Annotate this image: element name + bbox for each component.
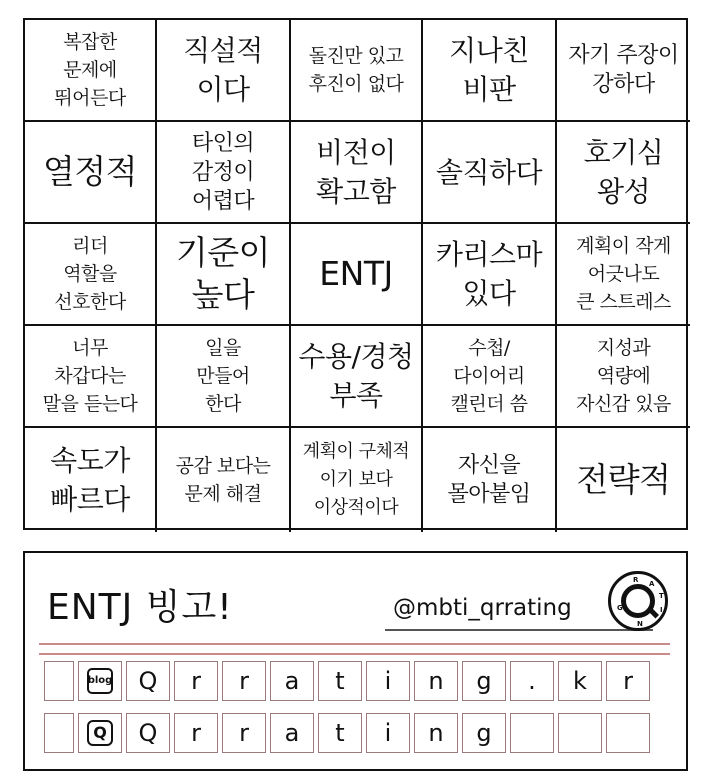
bingo-cell (157, 20, 291, 122)
logo-letter: A (649, 580, 655, 588)
bingo-cell (25, 428, 157, 532)
letter-box: g (462, 661, 506, 701)
blog-url-row (44, 661, 654, 701)
bingo-cell-text: 지나친 비판 (449, 34, 529, 106)
letter-box (78, 713, 122, 753)
bingo-cell (557, 20, 690, 122)
bingo-cell-text: 호기심 왕성 (583, 136, 664, 208)
rule-line (39, 653, 670, 655)
logo-letter: G (617, 604, 623, 612)
letter-box: r (222, 713, 266, 753)
letter-box: i (366, 661, 410, 701)
letter-box: r (174, 661, 218, 701)
bingo-title: ENTJ 빙고! (47, 587, 233, 628)
letter-box: r (606, 661, 650, 701)
letter-box (510, 713, 554, 753)
letter-box: r (174, 713, 218, 753)
bingo-cell-text: 열정적 (42, 152, 138, 191)
logo-letter: T (659, 592, 664, 600)
bingo-cell (291, 122, 423, 224)
bingo-cell (423, 428, 557, 532)
insta-id-row (44, 713, 654, 753)
letter-box: Q (126, 661, 170, 701)
bingo-cell (291, 20, 423, 122)
letter-box: k (558, 661, 602, 701)
bingo-cell-text: 기준이 높다 (175, 233, 271, 314)
bingo-cell (291, 224, 423, 326)
qrrating-q-icon: Q (87, 720, 113, 746)
logo-q-tail (647, 606, 659, 618)
bingo-cell (423, 122, 557, 224)
bingo-cell-text: 타인의 감정이 어렵다 (191, 130, 255, 214)
letter-box: n (414, 713, 458, 753)
bingo-cell (25, 20, 157, 122)
bingo-cell-text: 자신을 몰아붙임 (447, 453, 531, 507)
bingo-cell-text: 직설적 이다 (183, 34, 263, 106)
logo-letter: R (633, 576, 639, 584)
rule-line (39, 643, 670, 645)
bingo-grid (23, 18, 688, 530)
bingo-cell-text: 속도가 빠르다 (50, 444, 130, 516)
bingo-cell (25, 326, 157, 428)
letter-box: a (270, 661, 314, 701)
letter-box (606, 713, 650, 753)
bingo-cell (291, 428, 423, 532)
bingo-cell-text: 전략적 (576, 460, 671, 499)
bingo-cell (157, 224, 291, 326)
letter-box (558, 713, 602, 753)
bingo-cell-text: 리더 역할을 선호한다 (54, 235, 126, 313)
handle-underline (385, 629, 653, 631)
bingo-cell-text: 너무 차갑다는 말을 듣는다 (42, 337, 138, 415)
letter-box: g (462, 713, 506, 753)
bingo-cell (557, 224, 690, 326)
bingo-cell-text: 계획이 작게 어긋나도 큰 스트레스 (576, 235, 671, 313)
logo-letter: N (637, 620, 643, 628)
letter-box: r (222, 661, 266, 701)
bingo-cell (423, 224, 557, 326)
bingo-cell-text: 복잡한 문제에 뛰어든다 (54, 31, 126, 109)
letter-box: i (366, 713, 410, 753)
letter-box: . (510, 661, 554, 701)
bingo-footer-card (23, 551, 688, 771)
bingo-cell (423, 326, 557, 428)
blog-icon: blog (87, 668, 113, 694)
bingo-cell-text: 수용/경청 부족 (298, 340, 414, 412)
instagram-handle: @mbti_qrrating (393, 595, 572, 621)
bingo-cell-text: ENTJ (319, 254, 393, 293)
bingo-cell (25, 224, 157, 326)
bingo-cell (157, 428, 291, 532)
bingo-cell (157, 326, 291, 428)
letter-box: a (270, 713, 314, 753)
bingo-cell (557, 326, 690, 428)
bingo-cell (291, 326, 423, 428)
bingo-cell-text: 카리스마 있다 (435, 238, 543, 310)
letter-box (44, 713, 74, 753)
bingo-cell (25, 122, 157, 224)
qrrating-logo-icon (608, 571, 668, 631)
logo-letter: I (660, 606, 663, 614)
bingo-cell-text: 수첩/ 다이어리 캘린더 씀 (450, 337, 528, 415)
bingo-cell (557, 122, 690, 224)
bingo-cell-text: 비전이 확고함 (316, 136, 396, 208)
bingo-cell (423, 20, 557, 122)
bingo-cell-text: 지성과 역량에 자신감 있음 (576, 337, 671, 415)
bingo-cell (157, 122, 291, 224)
bingo-cell-text: 일을 만들어 한다 (196, 337, 250, 415)
letter-box: t (318, 713, 362, 753)
letter-box (78, 661, 122, 701)
bingo-cell-text: 솔직하다 (435, 155, 543, 189)
letter-box (44, 661, 74, 701)
bingo-cell (557, 428, 690, 532)
letter-box: t (318, 661, 362, 701)
letter-box: n (414, 661, 458, 701)
bingo-cell-text: 공감 보다는 문제 해결 (175, 455, 271, 505)
bingo-cell-text: 자기 주장이 강하다 (568, 43, 679, 97)
bingo-cell-text: 돌진만 있고 후진이 없다 (308, 45, 404, 95)
letter-box: Q (126, 713, 170, 753)
bingo-cell-text: 계획이 구체적 이기 보다 이상적이다 (302, 441, 410, 518)
